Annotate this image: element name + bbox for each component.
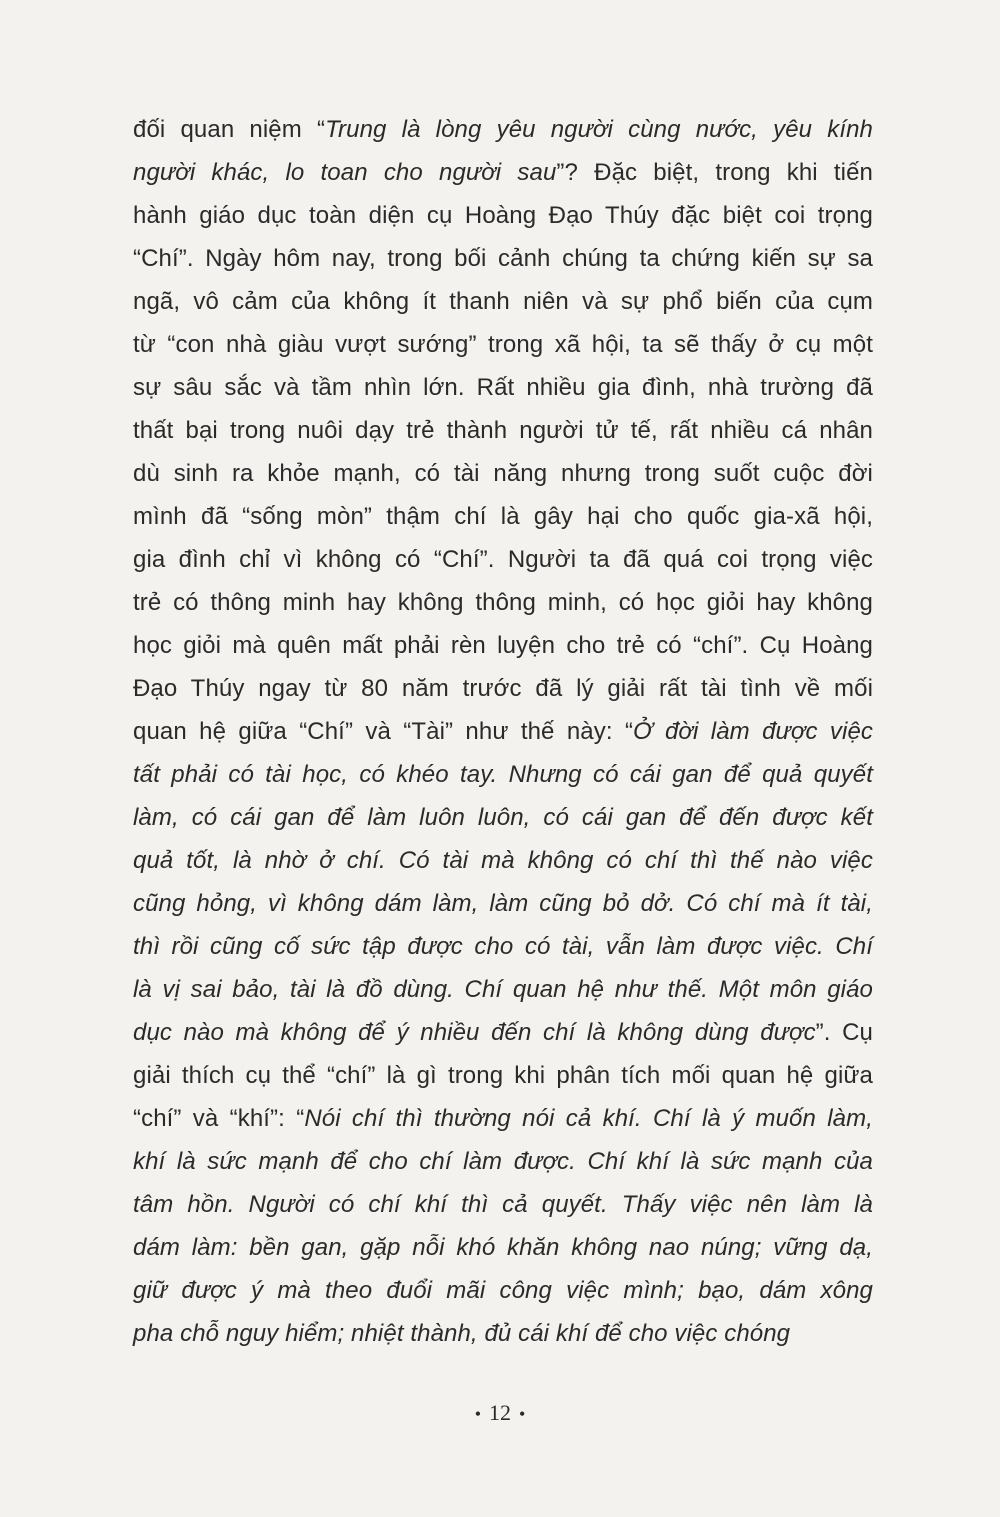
- text-line: [133, 280, 873, 323]
- text-segment: ”. Cụ: [815, 1019, 873, 1046]
- text-line: [133, 624, 873, 667]
- text-segment: ”? Đặc biệt, trong khi tiến: [556, 159, 873, 186]
- text-line: [133, 1269, 873, 1312]
- text-line: [133, 409, 873, 452]
- page-number-dot-left: •: [474, 1404, 481, 1424]
- text-segment: ngã, vô cảm của không ít thanh niên và sự phổ biến của cụm: [133, 288, 873, 315]
- text-segment: thất bại trong nuôi dạy trẻ thành người tử tế, rất nhiều cá nhân: [133, 417, 873, 444]
- page-body: [133, 108, 873, 1355]
- text-line: [133, 237, 873, 280]
- text-line: [133, 323, 873, 366]
- page-number: [0, 1400, 1000, 1426]
- text-line: [133, 1226, 873, 1269]
- text-segment: học giỏi mà quên mất phải rèn luyện cho trẻ có “chí”. Cụ Hoàng: [133, 632, 873, 659]
- text-line: [133, 1054, 873, 1097]
- italic-quote-segment: dục nào mà không để ý nhiều đến chí là không dùng được: [133, 1019, 816, 1046]
- text-line: [133, 495, 873, 538]
- italic-quote-segment: quả tốt, là nhờ ở chí. Có tài mà không có chí thì thế nào việc: [133, 847, 873, 874]
- text-line: [133, 839, 873, 882]
- italic-quote-segment: người khác, lo toan cho người sau: [133, 159, 557, 186]
- text-line: [133, 581, 873, 624]
- text-segment: hành giáo dục toàn diện cụ Hoàng Đạo Thúy đặc biệt coi trọng: [133, 202, 873, 229]
- text-line: [133, 366, 873, 409]
- text-line: [133, 968, 873, 1011]
- italic-quote-segment: thì rồi cũng cố sức tập được cho có tài, vẫn làm được việc. Chí: [133, 933, 873, 960]
- text-segment: gia đình chỉ vì không có “Chí”. Người ta đã quá coi trọng việc: [133, 546, 873, 573]
- text-line: [133, 925, 873, 968]
- text-line: [133, 538, 873, 581]
- text-line: [133, 1312, 873, 1355]
- text-line: [133, 1097, 873, 1140]
- text-line: [133, 1011, 873, 1054]
- text-segment: giải thích cụ thể “chí” là gì trong khi phân tích mối quan hệ giữa: [133, 1062, 873, 1089]
- text-line: [133, 1183, 873, 1226]
- italic-quote-segment: tâm hồn. Người có chí khí thì cả quyết. Thấy việc nên làm là: [133, 1191, 873, 1218]
- text-line: [133, 710, 873, 753]
- text-segment: dù sinh ra khỏe mạnh, có tài năng nhưng trong suốt cuộc đời: [133, 460, 873, 487]
- italic-quote-segment: làm, có cái gan để làm luôn luôn, có cái gan để đến được kết: [133, 804, 873, 831]
- italic-quote-segment: Trung là lòng yêu người cùng nước, yêu kính: [325, 116, 874, 143]
- text-line: [133, 194, 873, 237]
- page-number-dot-right: •: [519, 1404, 526, 1424]
- text-segment: “chí” và “khí”: “: [133, 1105, 305, 1132]
- text-segment: Đạo Thúy ngay từ 80 năm trước đã lý giải rất tài tình về mối: [133, 675, 873, 702]
- italic-quote-segment: tất phải có tài học, có khéo tay. Nhưng có cái gan để quả quyết: [133, 761, 873, 788]
- text-segment: quan hệ giữa “Chí” và “Tài” như thế này: “: [133, 718, 634, 745]
- text-line: [133, 667, 873, 710]
- italic-quote-segment: Ở đời làm được việc: [633, 718, 873, 745]
- italic-quote-segment: cũng hỏng, vì không dám làm, làm cũng bỏ dở. Có chí mà ít tài,: [133, 890, 873, 917]
- italic-quote-segment: khí là sức mạnh để cho chí làm được. Chí khí là sức mạnh của: [133, 1148, 873, 1175]
- text-segment: mình đã “sống mòn” thậm chí là gây hại cho quốc gia-xã hội,: [133, 503, 873, 530]
- text-segment: từ “con nhà giàu vượt sướng” trong xã hội, ta sẽ thấy ở cụ một: [133, 331, 873, 358]
- text-line: [133, 753, 873, 796]
- page-number-value: 12: [489, 1400, 511, 1425]
- text-segment: “Chí”. Ngày hôm nay, trong bối cảnh chúng ta chứng kiến sự sa: [133, 245, 873, 272]
- text-segment: sự sâu sắc và tầm nhìn lớn. Rất nhiều gia đình, nhà trường đã: [133, 374, 873, 401]
- italic-quote-segment: giữ được ý mà theo đuổi mãi công việc mình; bạo, dám xông: [133, 1277, 873, 1304]
- text-line: [133, 796, 873, 839]
- italic-quote-segment: pha chỗ nguy hiểm; nhiệt thành, đủ cái khí để cho việc chóng: [133, 1320, 791, 1347]
- text-line: [133, 452, 873, 495]
- text-line: [133, 151, 873, 194]
- text-line: [133, 882, 873, 925]
- text-segment: trẻ có thông minh hay không thông minh, có học giỏi hay không: [133, 589, 873, 616]
- italic-quote-segment: Nói chí thì thường nói cả khí. Chí là ý muốn làm,: [304, 1105, 873, 1132]
- italic-quote-segment: dám làm: bền gan, gặp nỗi khó khăn không nao núng; vững dạ,: [133, 1234, 873, 1261]
- text-segment: đối quan niệm “: [133, 116, 326, 143]
- text-line: [133, 1140, 873, 1183]
- text-line: [133, 108, 873, 151]
- italic-quote-segment: là vị sai bảo, tài là đồ dùng. Chí quan hệ như thế. Một môn giáo: [133, 976, 873, 1003]
